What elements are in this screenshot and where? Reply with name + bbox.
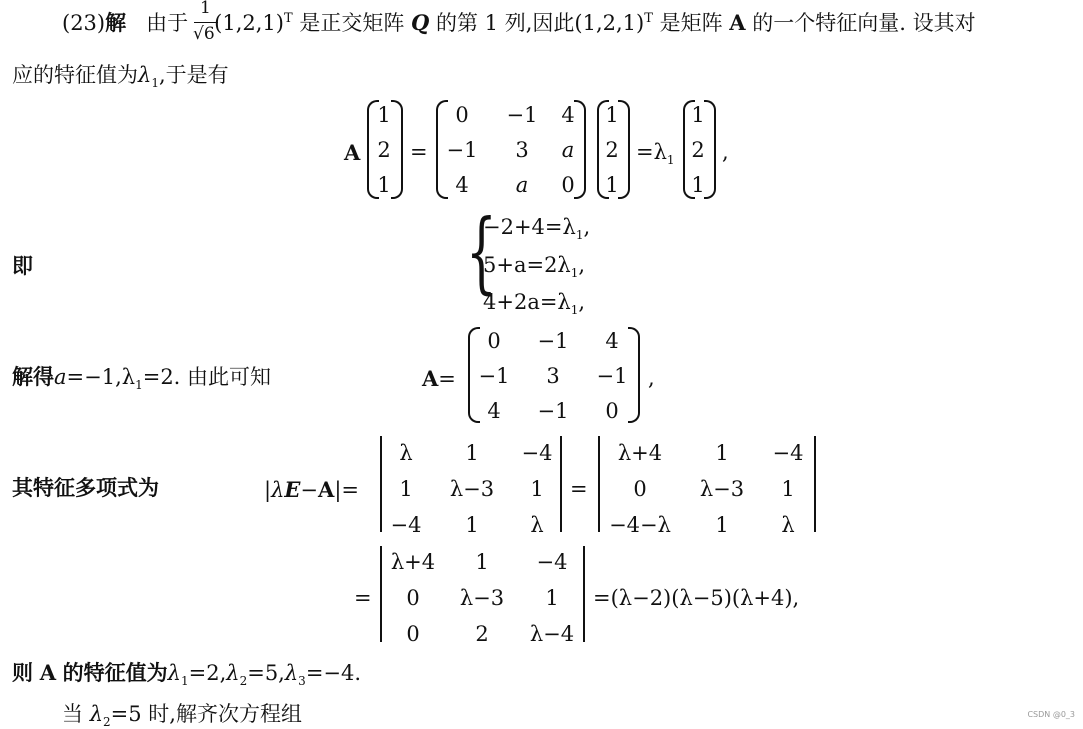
matrix-entry: 4 [455,173,469,197]
fraction-denominator: √6 [193,24,215,44]
matrix-entry: 4 [561,103,575,127]
det-entry: −4 [536,550,568,574]
det-entry: 1 [465,441,479,465]
matrix-symbol-A: A [729,10,746,35]
text: ,于是有 [158,63,229,87]
fraction-numerator: 1 [200,0,211,18]
matrix-entry: 0 [605,399,619,423]
matrix-entry: 3 [515,138,529,162]
det-entry: λ [399,441,413,465]
subscript: 1 [570,266,579,281]
det-entry: 1 [465,513,479,537]
subscript: 1 [151,76,159,91]
subscript: 1 [570,303,579,318]
subscript: 1 [666,153,675,168]
text: 是矩阵 [659,11,723,35]
det-bar-left [380,436,382,532]
transpose-mark: T [283,11,293,26]
vector-paren-right [618,100,630,199]
det-entry: 1 [475,550,489,574]
system-label: 即 [12,253,33,278]
matrix-symbol-E: E [284,477,301,502]
lambda: λ [167,661,181,685]
det-entry: 1 [715,441,729,465]
det-entry: λ−3 [449,477,495,501]
value: =−4. [305,661,362,685]
matrix-entry: −1 [478,364,510,388]
vec-entry: 1 [605,173,619,197]
matrix-entry: −1 [596,364,628,388]
subscript: 1 [135,378,143,393]
intro-line-2 [12,65,229,89]
det-entry: 0 [633,477,647,501]
text: 当 [62,702,83,726]
matrix-paren-right [574,100,586,199]
equals: = [341,478,359,502]
fraction-line [194,22,218,23]
matrix-entry: a [561,138,575,162]
text: =−1,λ [66,365,136,389]
det-entry: −4 [772,441,804,465]
text: 的一个特征向量. 设其对 [752,11,976,35]
matrix-entry: 0 [487,329,501,353]
vec-entry: 2 [377,138,391,162]
det-entry: λ−4 [529,622,575,646]
eq1-A: A [344,140,361,165]
equation-text: 5+a=2λ [483,253,571,277]
lambda: λ [284,661,299,685]
det-entry: 1 [399,477,413,501]
det-entry: λ−3 [699,477,745,501]
equation-text: 4+2a=λ [483,290,571,314]
watermark: CSDN @0_3 [1027,710,1075,719]
matrix-entry: 4 [605,329,619,353]
problem-number: (23) [62,11,106,35]
matrix-symbol-A: A [422,366,439,391]
comma: , [722,140,729,164]
matrix-symbol-A: A [318,477,335,502]
det-entry: 1 [715,513,729,537]
det-entry: λ [781,513,795,537]
det-entry: λ+4 [390,550,436,574]
matrix-entry: 0 [455,103,469,127]
det-entry: 0 [406,586,420,610]
det-bar-right [583,546,585,642]
solution-label: 解 [105,10,127,35]
det-entry: λ [530,513,544,537]
det-bar-right [560,436,562,532]
text: 的特征值为 [62,660,168,685]
text: 是正交矩阵 [299,11,405,35]
subscript: 2 [103,715,111,729]
equals: = [410,140,428,164]
matrix-entry: a [515,173,529,197]
matrix-entry: −1 [446,138,478,162]
factored-result: =(λ−2)(λ−5)(λ+4), [593,586,800,610]
matrix-entry: −1 [506,103,538,127]
lambda: λ [226,661,240,685]
text: =2. 由此可知 [142,365,272,389]
equals: = [438,367,456,391]
eigenvalues-line [12,662,361,687]
matrix-symbol-A: A [39,660,56,685]
matrix-entry: 0 [561,173,575,197]
text: =5 时,解齐次方程组 [110,702,302,726]
eq1-rhs [636,140,675,167]
matrix-paren-right [628,327,640,423]
det-entry: −4 [521,441,553,465]
vec-entry: 2 [691,138,705,162]
det-bar-left [380,546,382,642]
minus: − [300,478,319,502]
vec-entry: 1 [691,103,705,127]
lambda: λ [89,702,103,726]
system-row [483,253,585,280]
equals: = [354,586,372,610]
equals-lambda: =λ [636,140,667,164]
system-row [483,290,585,317]
charpoly-label: 其特征多项式为 [12,475,159,500]
subscript: 1 [180,674,189,689]
subscript: 3 [298,674,306,689]
det-bar-right [814,436,816,532]
comma: , [648,366,655,390]
value: =2, [188,661,227,685]
det-entry: −4−λ [609,513,671,537]
text: 解得 [12,364,54,389]
transpose-mark: T [644,11,653,26]
det-entry: 1 [545,586,559,610]
det-entry: 2 [475,622,489,646]
text: 则 [12,660,33,685]
text: 的第 1 列,因此 [436,11,575,35]
text: 应的特征值为 [12,63,138,87]
vec-entry: 1 [377,103,391,127]
det-bar-left [598,436,600,532]
matrix-entry: 3 [546,364,560,388]
lambda: λ [271,478,285,502]
subscript: 1 [575,228,584,243]
system-row [483,215,590,242]
left-brace: { [466,200,497,303]
charpoly-lhs: |λE−A|= [264,477,359,502]
text: 由于 [146,11,189,35]
matrix-entry: −1 [537,399,569,423]
vec-entry: 1 [605,103,619,127]
punct: , [578,253,586,277]
lambda: λ [138,63,152,87]
vector-text: (1,2,1) [574,11,645,35]
det-entry: 0 [406,622,420,646]
equation-text: −2+4=λ [483,215,576,239]
equals: = [570,477,588,501]
matrix-entry: 4 [487,399,501,423]
det-entry: λ+4 [617,441,663,465]
det-entry: −4 [390,513,422,537]
vec-entry: 1 [691,173,705,197]
punct: , [578,290,586,314]
matrix-symbol-Q: Q [411,10,430,35]
solve-A [422,366,456,391]
subscript: 2 [239,674,248,689]
det-entry: λ−3 [459,586,505,610]
vector-text: (1,2,1) [214,11,284,35]
vector-paren-right [704,100,716,199]
value: =5, [247,661,285,685]
variable-a: a [54,365,67,389]
last-line [62,704,302,728]
solve-line [12,366,271,391]
det-entry: 1 [781,477,795,501]
punct: , [583,215,591,239]
vec-entry: 2 [605,138,619,162]
matrix-entry: −1 [537,329,569,353]
vector-paren-right [391,100,403,199]
det-entry: 1 [530,477,544,501]
vec-entry: 1 [377,173,391,197]
